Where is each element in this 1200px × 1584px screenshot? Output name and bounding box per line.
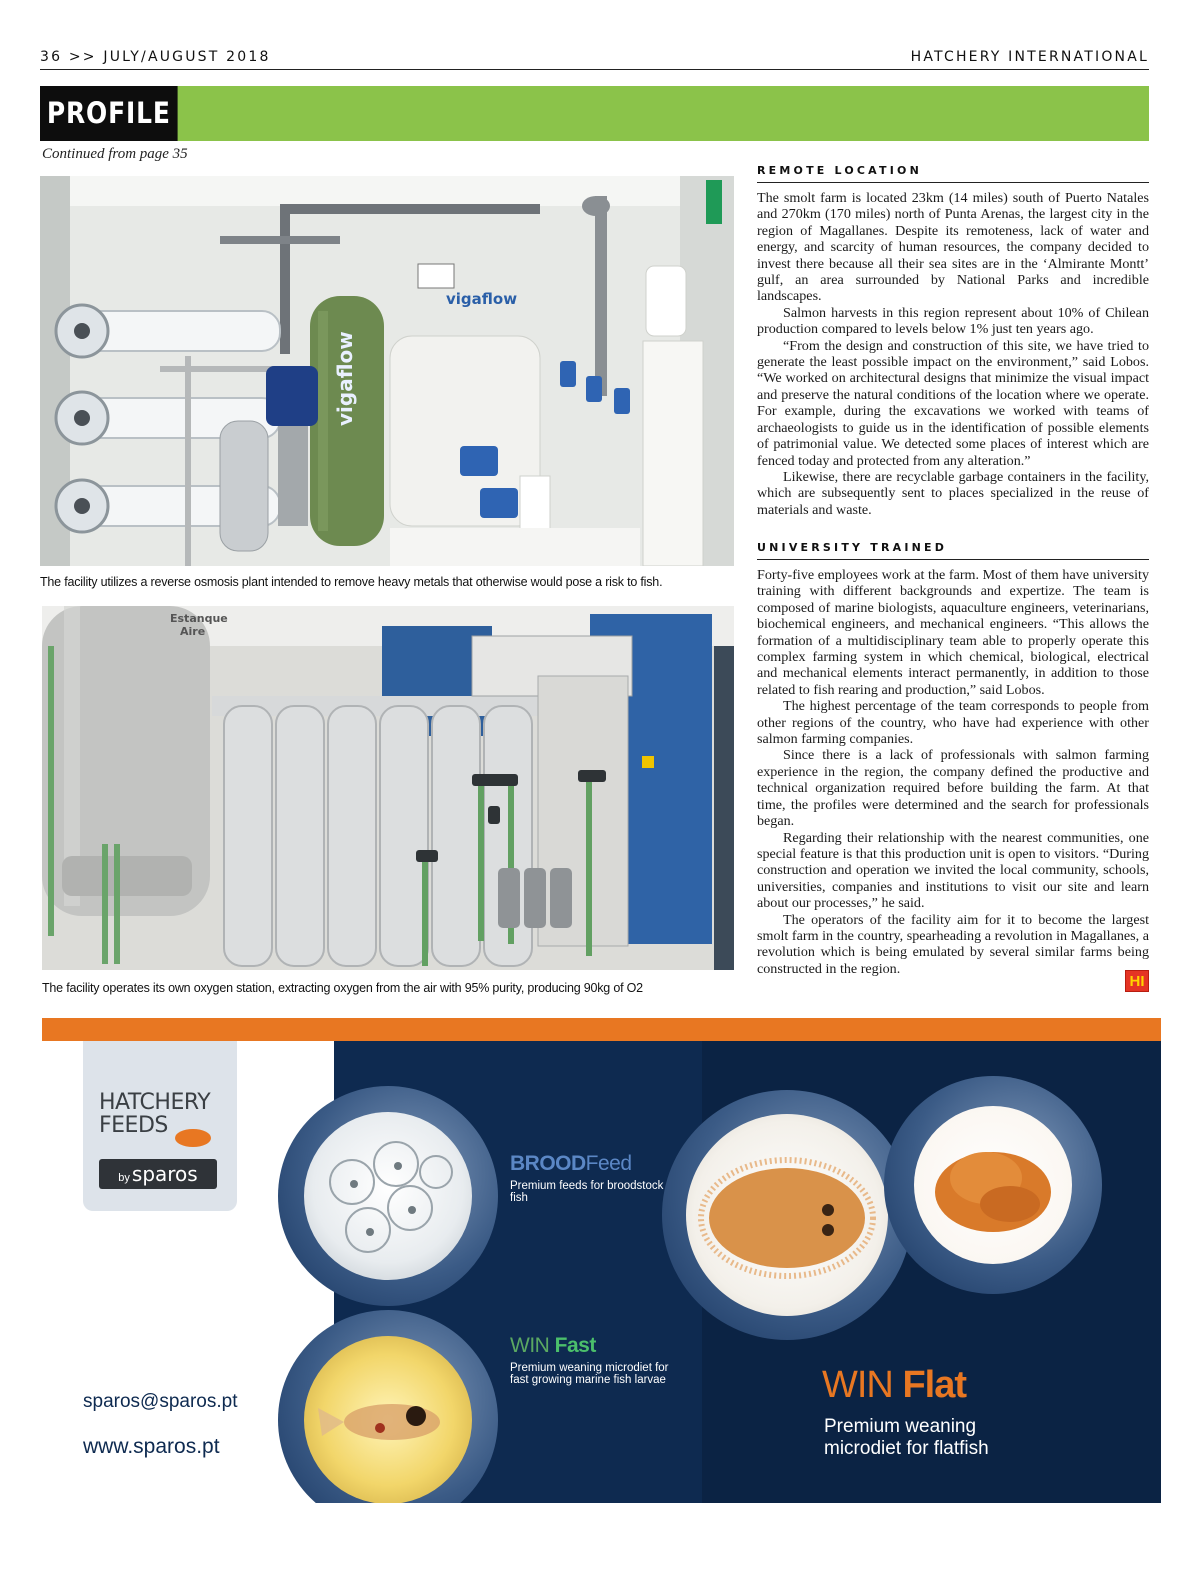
- logo-by: by: [118, 1172, 130, 1184]
- end-of-article-logo: HI: [1125, 970, 1149, 992]
- page-number-date: 36 >> JULY/AUGUST 2018: [40, 49, 271, 65]
- section-heading: REMOTE LOCATION: [757, 164, 1149, 183]
- paragraph: Forty-five employees work at the farm. Most of them have university training with different backgrounds and expertize. The team is composed of marine biologists, aquaculture engineers, veterinarians, biochemical engineers, and mechanical engineers. “This allows the formation of a multidisciplinary team able to properly operate this complex farming system in which chemical, biological, electrical and mechanical elements interact permanently, in addition to those related to fish rearing and production,” said Lobos.: [757, 567, 1149, 698]
- section-label: PROFILE: [40, 86, 178, 141]
- section-heading: UNIVERSITY TRAINED: [757, 541, 1149, 560]
- paragraph: Regarding their relationship with the nearest communities, one special feature is that this production unit is open to visitors. “During construction and operation we invited the local community, schools, universities, companies and institutions to visit our site and learn about our processes,” he said.: [757, 829, 1149, 912]
- article-column-university-trained: [757, 567, 1149, 977]
- reverse-osmosis-photo: [40, 176, 734, 566]
- product-description: Premium weaning microdiet for flatfish: [824, 1416, 989, 1459]
- section-banner: [40, 86, 1149, 141]
- flatfish-image: [686, 1114, 888, 1316]
- hatchery-feeds-logo: [83, 1041, 237, 1211]
- panel-brand: vigaflow: [446, 290, 518, 308]
- oxygen-station-photo: [42, 606, 734, 970]
- reverse-osmosis-illustration: [40, 176, 734, 566]
- fish-eggs-image: [304, 1112, 472, 1280]
- product-name-winfast: WIN Fast: [510, 1334, 596, 1357]
- oxygen-station-illustration: [42, 606, 734, 970]
- running-header: [40, 48, 1149, 70]
- paragraph: The smolt farm is located 23km (14 miles) south of Puerto Natales and 270km (170 miles) north of Punta Arenas, the largest city in the region of Magallanes. Despite its remoteness, lack of water and energy, and scarcity of human resources, the company decided to invest there because all their sea sites are in the ‘Almirante Montt’ gulf, an area surrounded by National Parks and incredible landscapes.: [757, 190, 1149, 305]
- publication-name: HATCHERY INTERNATIONAL: [910, 49, 1149, 65]
- fish-larva-image: [304, 1336, 472, 1503]
- tank-stencil-2: Aire: [180, 625, 206, 638]
- fish-icon: [175, 1129, 211, 1147]
- contact-email[interactable]: sparos@sparos.pt: [83, 1391, 238, 1412]
- ad-top-bar: [42, 1018, 1161, 1041]
- logo-line: HATCHERY: [99, 1090, 211, 1115]
- product-name-broodfeed: BROODFeed: [510, 1152, 632, 1175]
- paragraph: The highest percentage of the team corresponds to people from other regions of the country, who have had experience with other salmon farming companies.: [757, 698, 1149, 748]
- product-description: Premium weaning microdiet for fast growing marine fish larvae: [510, 1362, 669, 1386]
- paragraph: The operators of the facility aim for it to become the largest smolt farm in the country, spearheading a revolution in Magallanes, a revolution which is being emulated by several similar farms being constructed in the region.: [757, 911, 1149, 977]
- product-description: Premium feeds for broodstock fish: [510, 1180, 664, 1204]
- tank-label: vigaflow: [333, 331, 357, 426]
- continued-note: Continued from page 35: [42, 146, 188, 162]
- paragraph: Salmon harvests in this region represent about 10% of Chilean production compared to levels below 1% just ten years ago.: [757, 304, 1149, 338]
- product-name-winflat: WIN Flat: [822, 1364, 966, 1406]
- logo-brand: sparos: [131, 1162, 198, 1186]
- paragraph: Since there is a lack of professionals with salmon farming experience in the region, the company defined the productive and technical organization required before building the farm. At that time, the profiles were determined and the search for professionals began.: [757, 747, 1149, 830]
- logo-line: FEEDS: [99, 1113, 168, 1138]
- article-column-remote-location: [757, 190, 1149, 518]
- sparos-wordmark: [99, 1159, 217, 1189]
- paragraph: Likewise, there are recyclable garbage containers in the facility, which are subsequently sent to places specialized in the reuse of materials and waste.: [757, 468, 1149, 518]
- photo-caption: The facility utilizes a reverse osmosis plant intended to remove heavy metals that otherwise would pose a risk to fish.: [40, 575, 663, 589]
- microdiet-powder-image: [914, 1106, 1072, 1264]
- sparos-advertisement: [42, 1018, 1161, 1503]
- photo-caption: The facility operates its own oxygen station, extracting oxygen from the air with 95% purity, producing 90kg of O2: [42, 981, 643, 995]
- paragraph: “From the design and construction of this site, we have tried to generate the least possible impact on the environment,” said Lobos. “We worked on architectural designs that minimize the visual impact and preserve the natural conditions of the location where we operate. For example, during the excavations we worked with teams of archaeologists to guide us in the identification of possible elements of patrimonial value. We detected some places of interest which are fenced today and protected from any alteration.”: [757, 337, 1149, 469]
- tank-stencil-1: Estanque: [170, 612, 228, 625]
- website-link[interactable]: www.sparos.pt: [83, 1435, 220, 1458]
